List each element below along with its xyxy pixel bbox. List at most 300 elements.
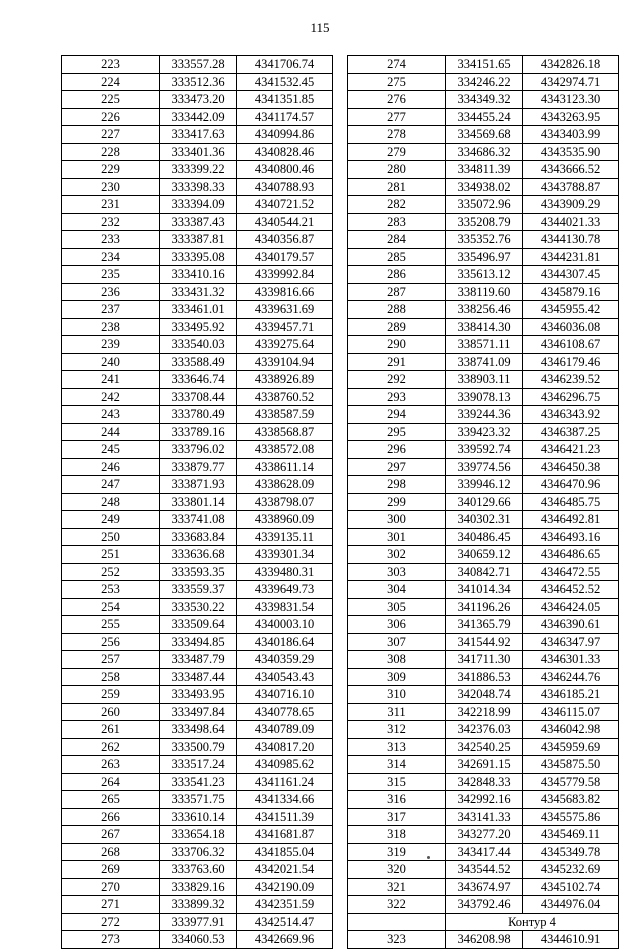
point-number-cell: 299 (348, 493, 446, 511)
point-number-cell: 282 (348, 196, 446, 214)
table-row (348, 73, 619, 91)
x-coordinate-cell: 333497.84 (160, 703, 237, 721)
table-row (62, 161, 333, 179)
x-coordinate-cell: 333500.79 (160, 738, 237, 756)
x-coordinate-cell: 333487.79 (160, 651, 237, 669)
y-coordinate-cell: 4346301.33 (523, 651, 619, 669)
point-number-cell: 269 (62, 861, 160, 879)
y-coordinate-cell: 4343123.30 (523, 91, 619, 109)
table-row (348, 686, 619, 704)
table-row (62, 126, 333, 144)
y-coordinate-cell: 4342974.71 (523, 73, 619, 91)
table-row (62, 598, 333, 616)
point-number-cell: 291 (348, 353, 446, 371)
x-coordinate-cell: 334938.02 (446, 178, 523, 196)
x-coordinate-cell: 333541.23 (160, 773, 237, 791)
table-row (62, 476, 333, 494)
x-coordinate-cell: 333387.81 (160, 231, 237, 249)
x-coordinate-cell: 333610.14 (160, 808, 237, 826)
scan-dot-mark (427, 856, 430, 859)
y-coordinate-cell: 4346115.07 (523, 703, 619, 721)
y-coordinate-cell: 4340994.86 (237, 126, 333, 144)
y-coordinate-cell: 4343263.95 (523, 108, 619, 126)
point-number-cell: 294 (348, 406, 446, 424)
x-coordinate-cell: 333646.74 (160, 371, 237, 389)
point-number-cell: 295 (348, 423, 446, 441)
point-number-cell: 307 (348, 633, 446, 651)
y-coordinate-cell: 4340828.46 (237, 143, 333, 161)
y-coordinate-cell: 4340356.87 (237, 231, 333, 249)
y-coordinate-cell: 4346179.46 (523, 353, 619, 371)
y-coordinate-cell: 4341855.04 (237, 843, 333, 861)
y-coordinate-cell: 4345575.86 (523, 808, 619, 826)
x-coordinate-cell: 338414.30 (446, 318, 523, 336)
table-row (348, 931, 619, 949)
table-row (348, 301, 619, 319)
point-number-cell: 237 (62, 301, 160, 319)
x-coordinate-cell: 334455.24 (446, 108, 523, 126)
table-row (348, 108, 619, 126)
y-coordinate-cell: 4338587.59 (237, 406, 333, 424)
table-row (62, 266, 333, 284)
point-number-cell: 283 (348, 213, 446, 231)
x-coordinate-cell: 333977.91 (160, 913, 237, 931)
x-coordinate-cell: 334569.68 (446, 126, 523, 144)
x-coordinate-cell: 333394.09 (160, 196, 237, 214)
point-number-cell: 272 (62, 913, 160, 931)
point-number-cell: 316 (348, 791, 446, 809)
table-row (348, 773, 619, 791)
x-coordinate-cell: 333780.49 (160, 406, 237, 424)
y-coordinate-cell: 4339631.69 (237, 301, 333, 319)
y-coordinate-cell: 4346485.75 (523, 493, 619, 511)
point-number-cell: 251 (62, 546, 160, 564)
y-coordinate-cell: 4342190.09 (237, 878, 333, 896)
table-row (62, 791, 333, 809)
point-number-cell: 302 (348, 546, 446, 564)
x-coordinate-cell: 333540.03 (160, 336, 237, 354)
point-number-cell: 245 (62, 441, 160, 459)
x-coordinate-cell: 335613.12 (446, 266, 523, 284)
table-row (62, 843, 333, 861)
x-coordinate-cell: 333493.95 (160, 686, 237, 704)
y-coordinate-cell: 4338628.09 (237, 476, 333, 494)
table-row (348, 651, 619, 669)
point-number-cell: 313 (348, 738, 446, 756)
x-coordinate-cell: 335496.97 (446, 248, 523, 266)
point-number-cell: 278 (348, 126, 446, 144)
point-number-cell: 288 (348, 301, 446, 319)
point-number-cell: 258 (62, 668, 160, 686)
x-coordinate-cell: 333571.75 (160, 791, 237, 809)
x-coordinate-cell: 340302.31 (446, 511, 523, 529)
x-coordinate-cell: 341196.26 (446, 598, 523, 616)
point-number-cell: 250 (62, 528, 160, 546)
y-coordinate-cell: 4345779.58 (523, 773, 619, 791)
table-row (62, 878, 333, 896)
table-row (62, 178, 333, 196)
y-coordinate-cell: 4339480.31 (237, 563, 333, 581)
table-row (348, 703, 619, 721)
y-coordinate-cell: 4339457.71 (237, 318, 333, 336)
x-coordinate-cell: 333410.16 (160, 266, 237, 284)
table-row (348, 371, 619, 389)
y-coordinate-cell: 4341706.74 (237, 56, 333, 74)
point-number-cell: 265 (62, 791, 160, 809)
x-coordinate-cell: 335208.79 (446, 213, 523, 231)
y-coordinate-cell: 4340789.09 (237, 721, 333, 739)
table-row (62, 808, 333, 826)
point-number-cell: 290 (348, 336, 446, 354)
y-coordinate-cell: 4345683.82 (523, 791, 619, 809)
table-row (62, 231, 333, 249)
x-coordinate-cell: 333495.92 (160, 318, 237, 336)
y-coordinate-cell: 4342514.47 (237, 913, 333, 931)
x-coordinate-cell: 342540.25 (446, 738, 523, 756)
table-row (348, 161, 619, 179)
y-coordinate-cell: 4345102.74 (523, 878, 619, 896)
point-number-cell: 273 (62, 931, 160, 949)
y-coordinate-cell: 4346343.92 (523, 406, 619, 424)
point-number-cell: 284 (348, 231, 446, 249)
y-coordinate-cell: 4346042.98 (523, 721, 619, 739)
table-row (62, 371, 333, 389)
x-coordinate-cell: 333399.22 (160, 161, 237, 179)
point-number-cell: 276 (348, 91, 446, 109)
x-coordinate-cell: 338571.11 (446, 336, 523, 354)
x-coordinate-cell: 341711.30 (446, 651, 523, 669)
y-coordinate-cell: 4338611.14 (237, 458, 333, 476)
x-coordinate-cell: 335352.76 (446, 231, 523, 249)
point-number-cell: 244 (62, 423, 160, 441)
table-row (348, 808, 619, 826)
x-coordinate-cell: 340129.66 (446, 493, 523, 511)
table-row (348, 878, 619, 896)
x-coordinate-cell: 333654.18 (160, 826, 237, 844)
point-number-cell: 259 (62, 686, 160, 704)
point-number-cell: 304 (348, 581, 446, 599)
point-number-cell: 323 (348, 931, 446, 949)
table-row (348, 476, 619, 494)
y-coordinate-cell: 4346108.67 (523, 336, 619, 354)
y-coordinate-cell: 4338572.08 (237, 441, 333, 459)
table-row (62, 441, 333, 459)
point-number-cell: 253 (62, 581, 160, 599)
point-number-cell: 315 (348, 773, 446, 791)
y-coordinate-cell: 4341351.85 (237, 91, 333, 109)
point-number-cell: 321 (348, 878, 446, 896)
point-number-cell: 239 (62, 336, 160, 354)
y-coordinate-cell: 4341161.24 (237, 773, 333, 791)
point-number-cell: 228 (62, 143, 160, 161)
point-number-cell: 298 (348, 476, 446, 494)
table-row (348, 196, 619, 214)
x-coordinate-cell: 334811.39 (446, 161, 523, 179)
x-coordinate-cell: 342691.15 (446, 756, 523, 774)
table-row (62, 143, 333, 161)
y-coordinate-cell: 4338568.87 (237, 423, 333, 441)
table-row (348, 143, 619, 161)
x-coordinate-cell: 338119.60 (446, 283, 523, 301)
y-coordinate-cell: 4345879.16 (523, 283, 619, 301)
point-number-cell: 235 (62, 266, 160, 284)
table-row (348, 633, 619, 651)
x-coordinate-cell: 342376.03 (446, 721, 523, 739)
point-number-cell: 320 (348, 861, 446, 879)
y-coordinate-cell: 4339816.66 (237, 283, 333, 301)
table-row (348, 598, 619, 616)
y-coordinate-cell: 4341174.57 (237, 108, 333, 126)
table-row (62, 686, 333, 704)
x-coordinate-cell: 342218.99 (446, 703, 523, 721)
y-coordinate-cell: 4345875.50 (523, 756, 619, 774)
y-coordinate-cell: 4344231.81 (523, 248, 619, 266)
table-row (348, 563, 619, 581)
y-coordinate-cell: 4341511.39 (237, 808, 333, 826)
point-number-cell: 268 (62, 843, 160, 861)
y-coordinate-cell: 4340179.57 (237, 248, 333, 266)
point-number-cell: 314 (348, 756, 446, 774)
point-number-cell: 310 (348, 686, 446, 704)
table-row (62, 318, 333, 336)
table-row (348, 511, 619, 529)
y-coordinate-cell: 4339135.11 (237, 528, 333, 546)
x-coordinate-cell: 334686.32 (446, 143, 523, 161)
table-row (348, 353, 619, 371)
x-coordinate-cell: 333387.43 (160, 213, 237, 231)
coordinates-table-left (61, 55, 333, 949)
table-row (348, 406, 619, 424)
table-row (62, 528, 333, 546)
x-coordinate-cell: 333512.36 (160, 73, 237, 91)
coordinates-table-right (347, 55, 619, 949)
table-row (348, 616, 619, 634)
table-row (348, 178, 619, 196)
y-coordinate-cell: 4339104.94 (237, 353, 333, 371)
point-number-cell: 277 (348, 108, 446, 126)
x-coordinate-cell: 333498.64 (160, 721, 237, 739)
y-coordinate-cell: 4346450.38 (523, 458, 619, 476)
table-row (348, 266, 619, 284)
table-row (62, 511, 333, 529)
table-row (62, 213, 333, 231)
point-number-cell: 241 (62, 371, 160, 389)
point-number-cell: 292 (348, 371, 446, 389)
y-coordinate-cell: 4340721.52 (237, 196, 333, 214)
x-coordinate-cell: 334151.65 (446, 56, 523, 74)
x-coordinate-cell: 343417.44 (446, 843, 523, 861)
x-coordinate-cell: 341014.34 (446, 581, 523, 599)
point-number-cell: 305 (348, 598, 446, 616)
point-number-cell: 226 (62, 108, 160, 126)
point-number-cell: 285 (348, 248, 446, 266)
x-coordinate-cell: 343277.20 (446, 826, 523, 844)
y-coordinate-cell: 4340544.21 (237, 213, 333, 231)
point-number-cell: 271 (62, 896, 160, 914)
y-coordinate-cell: 4346492.81 (523, 511, 619, 529)
x-coordinate-cell: 339774.56 (446, 458, 523, 476)
point-number-cell: 311 (348, 703, 446, 721)
point-number-cell: 296 (348, 441, 446, 459)
table-row (348, 283, 619, 301)
x-coordinate-cell: 333683.84 (160, 528, 237, 546)
point-number-cell: 297 (348, 458, 446, 476)
table-row (62, 73, 333, 91)
table-row (62, 388, 333, 406)
y-coordinate-cell: 4338926.89 (237, 371, 333, 389)
table-row (348, 423, 619, 441)
y-coordinate-cell: 4346244.76 (523, 668, 619, 686)
section-header-row (348, 913, 619, 931)
point-number-cell: 281 (348, 178, 446, 196)
table-row (348, 388, 619, 406)
y-coordinate-cell: 4339275.64 (237, 336, 333, 354)
x-coordinate-cell: 333559.37 (160, 581, 237, 599)
point-number-cell: 274 (348, 56, 446, 74)
table-row (348, 791, 619, 809)
x-coordinate-cell: 341365.79 (446, 616, 523, 634)
y-coordinate-cell: 4338798.07 (237, 493, 333, 511)
y-coordinate-cell: 4340716.10 (237, 686, 333, 704)
y-coordinate-cell: 4346390.61 (523, 616, 619, 634)
x-coordinate-cell: 333395.08 (160, 248, 237, 266)
y-coordinate-cell: 4346452.52 (523, 581, 619, 599)
point-number-cell: 306 (348, 616, 446, 634)
section-empty-cell (348, 913, 446, 931)
x-coordinate-cell: 334060.53 (160, 931, 237, 949)
point-number-cell: 254 (62, 598, 160, 616)
point-number-cell: 308 (348, 651, 446, 669)
y-coordinate-cell: 4339301.34 (237, 546, 333, 564)
table-row (348, 441, 619, 459)
table-row (62, 651, 333, 669)
table-row (62, 861, 333, 879)
point-number-cell: 293 (348, 388, 446, 406)
table-row (62, 56, 333, 74)
table-row (62, 91, 333, 109)
table-row (348, 721, 619, 739)
y-coordinate-cell: 4340186.64 (237, 633, 333, 651)
x-coordinate-cell: 342048.74 (446, 686, 523, 704)
y-coordinate-cell: 4340817.20 (237, 738, 333, 756)
point-number-cell: 249 (62, 511, 160, 529)
table-row (348, 528, 619, 546)
y-coordinate-cell: 4346239.52 (523, 371, 619, 389)
point-number-cell: 260 (62, 703, 160, 721)
y-coordinate-cell: 4346486.65 (523, 546, 619, 564)
y-coordinate-cell: 4344130.78 (523, 231, 619, 249)
y-coordinate-cell: 4339649.73 (237, 581, 333, 599)
table-row (348, 668, 619, 686)
section-label: Контур 4 (446, 913, 619, 931)
point-number-cell: 319 (348, 843, 446, 861)
x-coordinate-cell: 343792.46 (446, 896, 523, 914)
point-number-cell: 270 (62, 878, 160, 896)
x-coordinate-cell: 333588.49 (160, 353, 237, 371)
x-coordinate-cell: 333879.77 (160, 458, 237, 476)
table-row (62, 633, 333, 651)
x-coordinate-cell: 346208.98 (446, 931, 523, 949)
x-coordinate-cell: 333530.22 (160, 598, 237, 616)
point-number-cell: 248 (62, 493, 160, 511)
table-row (62, 563, 333, 581)
y-coordinate-cell: 4343788.87 (523, 178, 619, 196)
x-coordinate-cell: 334246.22 (446, 73, 523, 91)
y-coordinate-cell: 4345959.69 (523, 738, 619, 756)
y-coordinate-cell: 4340543.43 (237, 668, 333, 686)
x-coordinate-cell: 333461.01 (160, 301, 237, 319)
table-row (348, 546, 619, 564)
point-number-cell: 236 (62, 283, 160, 301)
table-row (62, 108, 333, 126)
x-coordinate-cell: 333796.02 (160, 441, 237, 459)
point-number-cell: 234 (62, 248, 160, 266)
y-coordinate-cell: 4346347.97 (523, 633, 619, 651)
point-number-cell: 229 (62, 161, 160, 179)
x-coordinate-cell: 333741.08 (160, 511, 237, 529)
table-row (62, 406, 333, 424)
y-coordinate-cell: 4343403.99 (523, 126, 619, 144)
point-number-cell: 232 (62, 213, 160, 231)
table-row (62, 336, 333, 354)
point-number-cell: 247 (62, 476, 160, 494)
x-coordinate-cell: 341886.53 (446, 668, 523, 686)
point-number-cell: 261 (62, 721, 160, 739)
point-number-cell: 263 (62, 756, 160, 774)
x-coordinate-cell: 338903.11 (446, 371, 523, 389)
table-row (62, 826, 333, 844)
x-coordinate-cell: 339946.12 (446, 476, 523, 494)
x-coordinate-cell: 333431.32 (160, 283, 237, 301)
y-coordinate-cell: 4345232.69 (523, 861, 619, 879)
x-coordinate-cell: 339244.36 (446, 406, 523, 424)
point-number-cell: 300 (348, 511, 446, 529)
y-coordinate-cell: 4346470.96 (523, 476, 619, 494)
table-row (348, 318, 619, 336)
point-number-cell: 280 (348, 161, 446, 179)
table-row (62, 196, 333, 214)
table-row (62, 721, 333, 739)
table-row (348, 213, 619, 231)
x-coordinate-cell: 333708.44 (160, 388, 237, 406)
y-coordinate-cell: 4346296.75 (523, 388, 619, 406)
point-number-cell: 286 (348, 266, 446, 284)
x-coordinate-cell: 333871.93 (160, 476, 237, 494)
table-row (348, 231, 619, 249)
x-coordinate-cell: 333801.14 (160, 493, 237, 511)
table-row (348, 756, 619, 774)
y-coordinate-cell: 4346472.55 (523, 563, 619, 581)
y-coordinate-cell: 4338760.52 (237, 388, 333, 406)
x-coordinate-cell: 333398.33 (160, 178, 237, 196)
table-row (348, 458, 619, 476)
x-coordinate-cell: 333473.20 (160, 91, 237, 109)
table-row (62, 423, 333, 441)
y-coordinate-cell: 4343666.52 (523, 161, 619, 179)
table-row (62, 616, 333, 634)
table-row (348, 493, 619, 511)
y-coordinate-cell: 4345349.78 (523, 843, 619, 861)
x-coordinate-cell: 343544.52 (446, 861, 523, 879)
point-number-cell: 242 (62, 388, 160, 406)
x-coordinate-cell: 333789.16 (160, 423, 237, 441)
y-coordinate-cell: 4340778.65 (237, 703, 333, 721)
point-number-cell: 279 (348, 143, 446, 161)
y-coordinate-cell: 4346036.08 (523, 318, 619, 336)
table-row (348, 843, 619, 861)
table-row (62, 353, 333, 371)
y-coordinate-cell: 4346493.16 (523, 528, 619, 546)
